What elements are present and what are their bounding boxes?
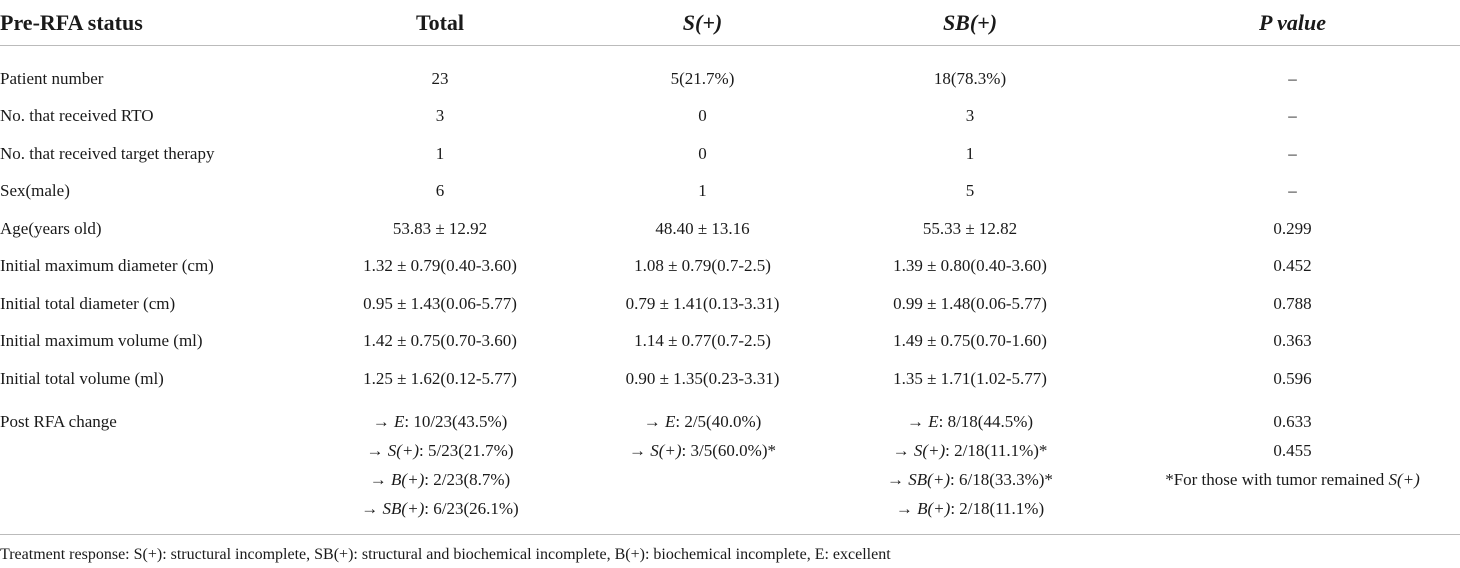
- cell-sb: 18(78.3%): [933, 68, 1007, 88]
- cell-s: 0.79 ± 1.41(0.13-3.31): [625, 293, 780, 313]
- post-line: → S(+): 3/5(60.0%)*: [629, 440, 776, 460]
- table-row: [0, 323, 1460, 361]
- row-label: Initial total volume (ml): [0, 368, 164, 388]
- table-row: [0, 360, 1460, 398]
- cell-total: 3: [435, 106, 445, 126]
- cell-p: –: [1288, 106, 1297, 126]
- cell-total: 53.83 ± 12.92: [392, 218, 488, 238]
- post-line: → SB(+): 6/18(33.3%)*: [887, 469, 1053, 489]
- cell-s: 48.40 ± 13.16: [655, 218, 750, 238]
- cell-total: 0.95 ± 1.43(0.06-5.77): [363, 293, 517, 313]
- p-value: 0.455: [1273, 440, 1312, 460]
- row-label: No. that received target therapy: [0, 143, 215, 163]
- post-line: → B(+): 2/23(8.7%): [369, 469, 511, 489]
- cell-total: 1: [435, 143, 445, 163]
- cell-p: 0.452: [1273, 256, 1312, 276]
- cell-s: 0.90 ± 1.35(0.23-3.31): [625, 368, 780, 388]
- cell-total: 23: [431, 68, 449, 88]
- bottom-rule: [0, 534, 1460, 535]
- cell-s: 0: [698, 106, 707, 126]
- cell-total: 6: [435, 181, 445, 201]
- row-label: No. that received RTO: [0, 106, 154, 126]
- cell-s: 0: [698, 143, 707, 163]
- table-row: [0, 210, 1460, 248]
- cell-sb: 0.99 ± 1.48(0.06-5.77): [893, 293, 1047, 313]
- cell-s: 1: [698, 181, 707, 201]
- cell-p: 0.596: [1273, 368, 1312, 388]
- cell-s: 5(21.7%): [670, 68, 735, 88]
- cell-p: 0.363: [1273, 331, 1312, 351]
- cell-sb-post: [815, 398, 1125, 523]
- row-label: Post RFA change: [0, 411, 117, 431]
- cell-sb: 1.49 ± 0.75(0.70-1.60): [893, 331, 1047, 351]
- row-label: Initial total diameter (cm): [0, 293, 176, 313]
- row-label: Age(years old): [0, 218, 102, 238]
- cell-s-post: [590, 398, 815, 523]
- header-s-plus: S(+): [590, 0, 815, 46]
- post-rfa-row: [0, 398, 1460, 523]
- post-line: → E: 8/18(44.5%): [906, 411, 1034, 431]
- cell-sb: 55.33 ± 12.82: [922, 218, 1018, 238]
- cell-p: –: [1288, 143, 1297, 163]
- cell-p: 0.299: [1273, 218, 1312, 238]
- cell-p: –: [1288, 181, 1297, 201]
- cell-sb: 5: [965, 181, 975, 201]
- table-row: [0, 135, 1460, 173]
- cell-s: 1.08 ± 0.79(0.7-2.5): [634, 256, 771, 276]
- cell-p-post: [1125, 398, 1460, 523]
- post-line: → S(+): 5/23(21.7%): [366, 440, 514, 460]
- cell-sb: 1.39 ± 0.80(0.40-3.60): [893, 256, 1047, 276]
- table-row: [0, 285, 1460, 323]
- cell-total: 1.42 ± 0.75(0.70-3.60): [363, 331, 517, 351]
- header-sb-plus: SB(+): [815, 0, 1125, 46]
- post-line: → B(+): 2/18(11.1%): [895, 498, 1045, 518]
- p-value: 0.633: [1273, 411, 1312, 431]
- cell-p: –: [1288, 68, 1297, 88]
- cell-p: 0.788: [1273, 293, 1312, 313]
- table-row: [0, 248, 1460, 286]
- cell-sb: 3: [965, 106, 975, 126]
- header-pre-rfa-status: Pre-RFA status: [0, 0, 290, 46]
- row-label: Sex(male): [0, 181, 70, 201]
- cell-total-post: [290, 398, 590, 523]
- cell-total: 1.32 ± 0.79(0.40-3.60): [363, 256, 517, 276]
- row-label: Initial maximum diameter (cm): [0, 256, 214, 276]
- header-total: Total: [290, 0, 590, 46]
- cell-total: 1.25 ± 1.62(0.12-5.77): [363, 368, 517, 388]
- post-line: → S(+): 2/18(11.1%)*: [892, 440, 1048, 460]
- cell-s: 1.14 ± 0.77(0.7-2.5): [634, 331, 771, 351]
- cell-sb: 1: [965, 143, 975, 163]
- cell-sb: 1.35 ± 1.71(1.02-5.77): [893, 368, 1047, 388]
- table-footnote: Treatment response: S(+): structural incomplete, SB(+): structural and biochemical incomplete, B(+): biochemical incomplete, E: excellent: [0, 546, 891, 563]
- post-line: → E: 10/23(43.5%): [372, 411, 508, 431]
- header-p-value: P value: [1125, 0, 1460, 46]
- p-note: *For those with tumor remained S(+): [1165, 469, 1420, 489]
- post-line: → E: 2/5(40.0%): [643, 411, 762, 431]
- header-row: [0, 0, 1460, 46]
- post-line: → SB(+): 6/23(26.1%): [361, 498, 519, 518]
- table-row: [0, 46, 1460, 98]
- row-label: Patient number: [0, 68, 104, 88]
- row-label: Initial maximum volume (ml): [0, 331, 203, 351]
- table-row: [0, 173, 1460, 211]
- table-row: [0, 98, 1460, 136]
